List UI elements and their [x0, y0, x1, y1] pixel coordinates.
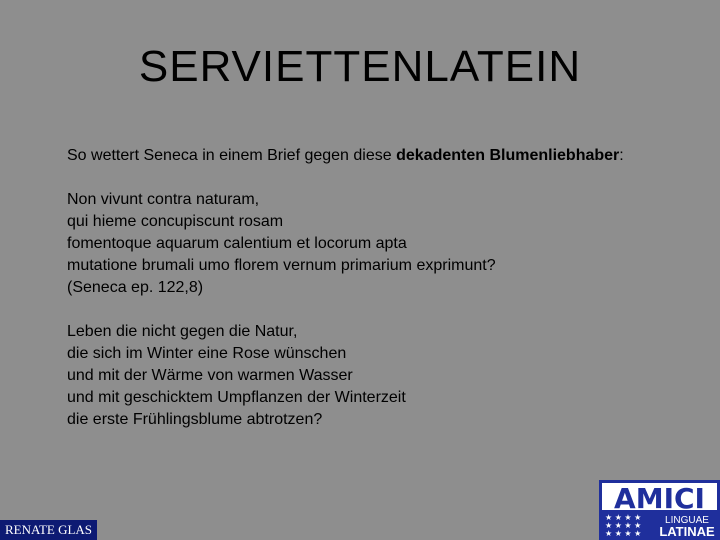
svg-text:★ ★ ★ ★: ★ ★ ★ ★: [605, 513, 642, 522]
intro-line: [67, 145, 707, 167]
svg-text:★ ★ ★ ★: ★ ★ ★ ★: [605, 521, 642, 530]
latin-line: qui hieme concupiscunt rosam: [67, 213, 284, 230]
slide-body: [67, 145, 707, 431]
logo-word: AMICI: [614, 482, 705, 515]
author-label: RENATE GLAS: [0, 520, 97, 540]
latin-line: fomentoque aquarum calentium et locorum apta: [67, 235, 407, 252]
star-icon: [605, 513, 641, 538]
german-line: die sich im Winter eine Rose wünschen: [67, 345, 347, 362]
svg-text:★ ★ ★ ★: ★ ★ ★ ★: [605, 529, 642, 538]
latin-line: Non vivunt contra naturam,: [67, 191, 260, 208]
amici-logo: [599, 480, 720, 540]
german-line: die erste Frühlingsblume abtrotzen?: [67, 411, 323, 428]
intro-text: So wettert Seneca in einem Brief gegen diese: [67, 147, 397, 164]
logo-line1: LINGUAE: [665, 515, 709, 526]
slide-title: SERVIETTENLATEIN: [138, 42, 582, 91]
intro-end: :: [619, 147, 624, 164]
german-line: und mit der Wärme von warmen Wasser: [67, 367, 353, 384]
intro-bold-text: dekadenten Blumenliebhaber: [396, 147, 620, 164]
logo-line2: LATINAE: [659, 524, 715, 539]
citation: (Seneca ep. 122,8): [67, 279, 204, 296]
german-line: Leben die nicht gegen die Natur,: [67, 323, 298, 340]
german-line: und mit geschicktem Umpflanzen der Winterzeit: [67, 389, 406, 406]
latin-line: mutatione brumali umo florem vernum primarium exprimunt?: [67, 257, 496, 274]
